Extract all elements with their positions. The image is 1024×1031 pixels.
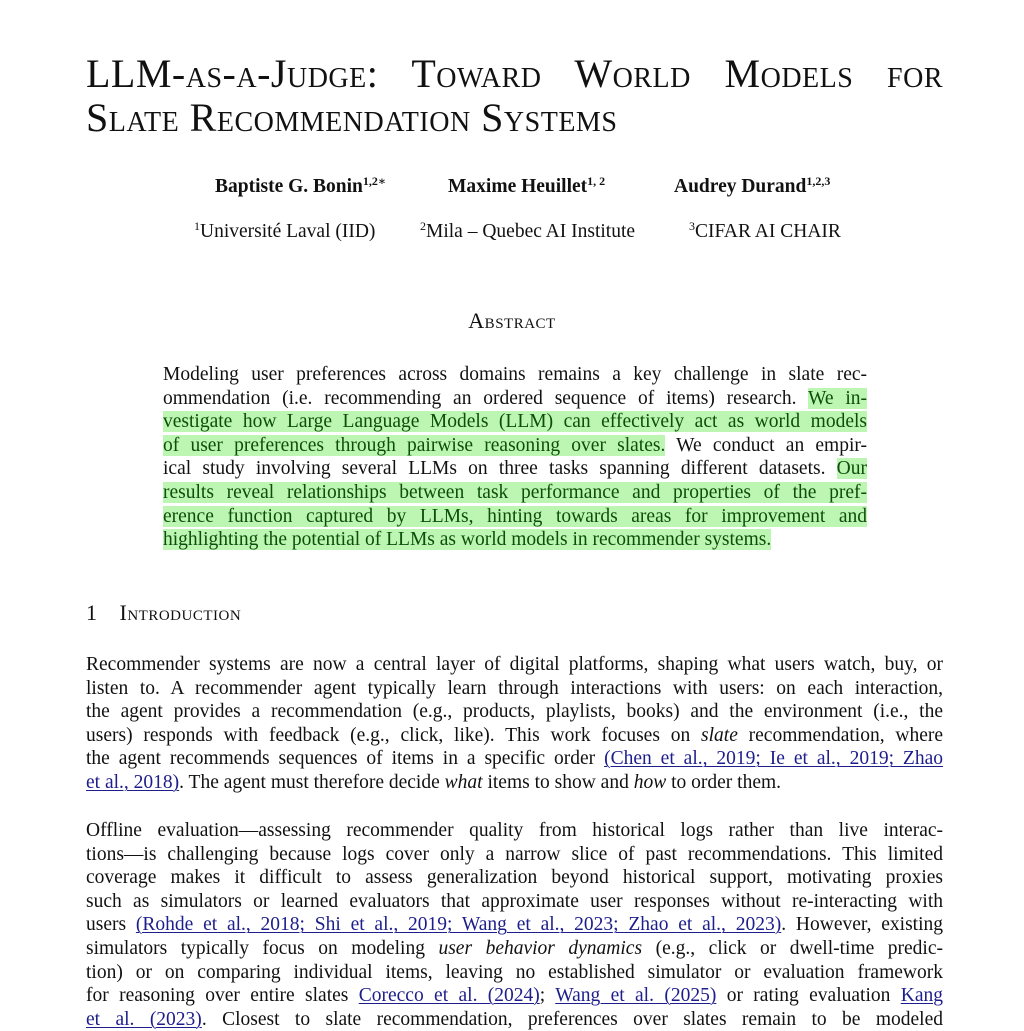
author-affil-sup: 1,2,3 bbox=[806, 174, 831, 188]
abstract-heading: Abstract bbox=[468, 308, 556, 333]
text-line bbox=[86, 1008, 943, 1031]
text-line bbox=[163, 410, 867, 434]
text-span: We conduct an empir- bbox=[665, 434, 867, 456]
affiliation bbox=[689, 221, 841, 243]
text-span: items to show and bbox=[482, 771, 634, 793]
text-span: Modeling user preferences across domains remains a key challenge in slate rec- bbox=[163, 364, 867, 385]
text-line bbox=[163, 457, 867, 481]
text-span: such as simulators or learned evaluators that approximate user responses without re-interacting with bbox=[86, 890, 943, 912]
intro-paragraph-1 bbox=[86, 653, 943, 795]
text-line bbox=[86, 700, 943, 724]
author bbox=[674, 176, 830, 198]
text-span: to order them. bbox=[666, 771, 782, 793]
author-name: Baptiste G. Bonin bbox=[215, 176, 363, 197]
text-span: recommendation, where bbox=[737, 724, 944, 746]
text-line bbox=[86, 819, 943, 843]
text-span: Recommender systems are now a central layer of digital platforms, shaping what users watch, buy, or bbox=[86, 654, 943, 675]
author bbox=[448, 176, 605, 198]
highlighted-text: of user preferences through pairwise reasoning over slates. bbox=[163, 434, 666, 456]
author-name: Audrey Durand bbox=[674, 176, 807, 197]
intro-paragraph-2 bbox=[86, 819, 943, 1031]
citation-link[interactable]: Kang bbox=[900, 985, 943, 1007]
section-number: 1 bbox=[86, 600, 98, 625]
text-line bbox=[86, 913, 943, 937]
text-span: (e.g., click or dwell-time predic- bbox=[642, 937, 943, 959]
emphasis-text: user behavior dynamics bbox=[438, 937, 643, 959]
text-span: . However, existing bbox=[781, 914, 944, 936]
text-span: the agent provides a recommendation (e.g., products, playlists, books) and the environment (i.e., the bbox=[86, 701, 943, 723]
paper-title-line-1: LLM-as-a-Judge: Toward World Models for bbox=[86, 51, 943, 96]
text-span: listen to. A recommender agent typically learn through interactions with users: on each interaction, bbox=[86, 677, 943, 699]
text-span: Offline evaluation—assessing recommender quality from historical logs rather than live interac- bbox=[86, 820, 943, 841]
citation-link[interactable]: et al., 2018) bbox=[86, 771, 180, 793]
text-span: . The agent must therefore decide bbox=[179, 771, 445, 793]
text-line bbox=[86, 677, 943, 701]
text-line bbox=[86, 747, 943, 771]
emphasis-text: slate bbox=[701, 724, 738, 746]
affiliation bbox=[420, 221, 635, 243]
affil-name: Mila – Quebec AI Institute bbox=[426, 221, 636, 242]
citation-link[interactable]: (Chen et al., 2019; Ie et al., 2019; Zhao bbox=[604, 748, 944, 770]
text-line bbox=[86, 653, 943, 677]
highlighted-text: Our bbox=[836, 458, 867, 480]
highlighted-text: highlighting the potential of LLMs as world models in recommender systems. bbox=[163, 529, 772, 551]
author bbox=[215, 176, 386, 198]
text-span: tion) or on comparing individual items, leaving no established simulator or evaluation framework bbox=[86, 961, 943, 983]
text-line bbox=[86, 890, 943, 914]
emphasis-text: what bbox=[444, 771, 483, 793]
text-span: simulators typically focus on modeling bbox=[86, 937, 439, 959]
highlighted-text: We in- bbox=[807, 387, 867, 409]
affil-sup: 1 bbox=[194, 219, 200, 233]
text-line bbox=[163, 387, 867, 411]
text-span: coverage makes it difficult to assess generalization beyond historical support, motivating proxies bbox=[86, 867, 943, 889]
text-line bbox=[163, 528, 867, 552]
text-line bbox=[163, 481, 867, 505]
text-line bbox=[86, 771, 943, 795]
section-heading-introduction bbox=[86, 600, 241, 626]
text-span: the agent recommends sequences of items in a specific order bbox=[86, 748, 605, 770]
text-line bbox=[163, 363, 867, 387]
text-span: ; bbox=[539, 985, 556, 1007]
citation-link[interactable]: et al. (2023) bbox=[86, 1008, 202, 1030]
text-span: users) responds with feedback (e.g., click, like). This work focuses on bbox=[86, 724, 702, 746]
affil-name: Université Laval (IID) bbox=[200, 221, 376, 242]
text-span: . Closest to slate recommendation, preferences over slates remain to be modeled bbox=[201, 1008, 943, 1030]
text-span: users bbox=[86, 914, 136, 936]
section-title: Introduction bbox=[119, 600, 242, 625]
text-line bbox=[86, 961, 943, 985]
abstract-body bbox=[163, 363, 867, 552]
author-name: Maxime Heuillet bbox=[448, 176, 588, 197]
text-line bbox=[86, 984, 943, 1008]
author-affil-sup: 1, 2 bbox=[587, 174, 606, 188]
citation-link[interactable]: Wang et al. (2025) bbox=[555, 985, 717, 1007]
text-span: for reasoning over entire slates bbox=[86, 985, 359, 1007]
highlighted-text: vestigate how Large Language Models (LLM) can effectively act as world models bbox=[163, 411, 867, 433]
text-line bbox=[86, 843, 943, 867]
emphasis-text: how bbox=[633, 771, 667, 793]
text-span: or rating evaluation bbox=[716, 985, 901, 1007]
text-line bbox=[86, 866, 943, 890]
paper-title-line-2: Slate Recommendation Systems bbox=[86, 95, 618, 140]
text-line bbox=[86, 937, 943, 961]
text-line bbox=[86, 724, 943, 748]
affil-name: CIFAR AI CHAIR bbox=[695, 221, 841, 242]
text-line bbox=[163, 505, 867, 529]
text-span: ical study involving several LLMs on three tasks spanning different datasets. bbox=[163, 458, 837, 480]
text-span: tions—is challenging because logs cover only a narrow slice of past recommendations. This limited bbox=[86, 843, 943, 865]
affil-sup: 3 bbox=[689, 219, 695, 233]
citation-link[interactable]: (Rohde et al., 2018; Shi et al., 2019; Wang et al., 2023; Zhao et al., 2023) bbox=[135, 914, 782, 936]
highlighted-text: results reveal relationships between task performance and properties of the pref- bbox=[163, 481, 867, 503]
author-affil-sup: 1,2∗ bbox=[362, 174, 387, 188]
citation-link[interactable]: Corecco et al. (2024) bbox=[358, 985, 540, 1007]
text-line bbox=[163, 434, 867, 458]
affiliation bbox=[194, 221, 375, 243]
affil-sup: 2 bbox=[420, 219, 426, 233]
text-span: ommendation (i.e. recommending an ordered sequence of items) research. bbox=[163, 387, 808, 409]
highlighted-text: erence function captured by LLMs, hinting towards areas for improvement and bbox=[163, 505, 867, 527]
